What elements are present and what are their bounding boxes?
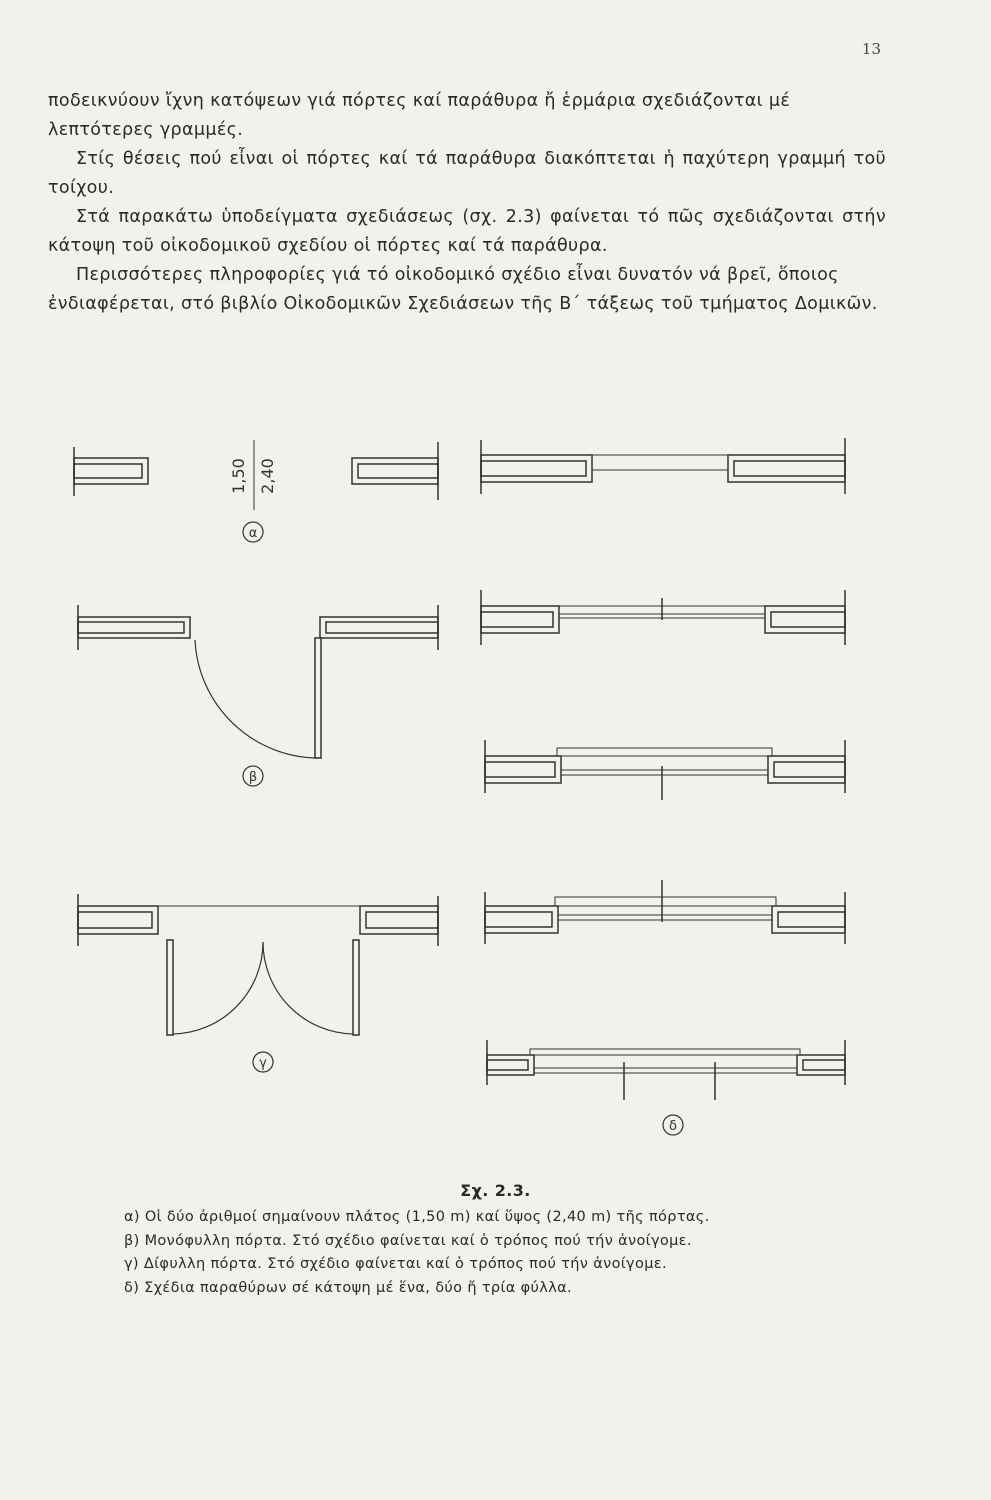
window-1 [481, 438, 845, 494]
door-leaf-left [167, 940, 173, 1035]
page-number: 13 [861, 40, 881, 58]
wall-a-right-inner [358, 464, 438, 478]
window-3-wall-right [768, 756, 845, 783]
window-1-wall-left [481, 455, 592, 482]
wall-a-left [74, 458, 148, 484]
label-d: δ [669, 1119, 677, 1134]
door-swing-arc-left [173, 942, 263, 1034]
window-5-wall-right-inner [803, 1060, 845, 1070]
window-5-wall-left [487, 1055, 534, 1075]
window-3-wall-left-inner [485, 762, 555, 777]
wall-a-right [352, 458, 438, 484]
door-leaf-right [353, 940, 359, 1035]
window-4-sill [555, 897, 776, 906]
door-single [78, 605, 438, 786]
window-1-wall-left-inner [481, 461, 586, 476]
window-1-wall-right-inner [734, 461, 845, 476]
window-3-sill [557, 748, 772, 756]
label-c: γ [259, 1056, 267, 1071]
window-2 [481, 590, 845, 645]
window-2-wall-left [481, 606, 559, 633]
caption [124, 1206, 884, 1300]
caption-line-d: δ) Σχέδια παραθύρων σέ κάτοψη μέ ἕνα, δύο ἤ τρία φύλλα. [124, 1279, 572, 1296]
paragraph-1: ποδεικνύουν ἴχνη κατόψεων γιά πόρτες καί παράθυρα ἤ ἑρμάρια σχεδιάζονται μέ λεπτότερες γραμμές. [48, 91, 791, 140]
caption-line-b: β) Μονόφυλλη πόρτα. Στό σχέδιο φαίνεται καί ὁ τρόπος πού τήν ἀνοίγομε. [124, 1232, 692, 1249]
label-a: α [248, 526, 258, 541]
paragraph-3: Στά παρακάτω ὑποδείγματα σχεδιάσεως (σχ. 2.3) φαίνεται τό πῶς σχεδιάζονται στήν κάτοψη τοῦ οἰκοδομικοῦ σχεδίου οἱ πόρτες καί τά παράθυρα. [48, 207, 886, 256]
dimension-width: 1,50 [229, 458, 248, 494]
caption-line-c: γ) Δίφυλλη πόρτα. Στό σχέδιο φαίνεται καί ὁ τρόπος πού τήν ἀνοίγομε. [124, 1256, 667, 1272]
paragraph-2: Στίς θέσεις πού εἶναι οἱ πόρτες καί τά παράθυρα διακόπτεται ἡ παχύτερη γραμμή τοῦ τοίχου. [48, 149, 886, 198]
paragraph-4: Περισσότερες πληροφορίες γιά τό οἰκοδομικό σχέδιο εἶναι δυνατόν νά βρεῖ, ὅποιος ἐνδιαφέρεται, στό βιβλίο Οἰκοδομικῶν Σχεδιάσεων τῆς Β΄ τάξεως τοῦ τμήματος Δομικῶν. [48, 265, 878, 314]
window-3 [485, 740, 845, 800]
window-2-wall-left-inner [481, 612, 553, 627]
label-b: β [248, 770, 258, 785]
wall-c-right [360, 906, 438, 934]
wall-b-left [78, 617, 190, 638]
door-double [78, 894, 438, 1072]
window-4-wall-right-inner [778, 912, 845, 927]
window-3-wall-right-inner [774, 762, 845, 777]
window-4-wall-left-inner [485, 912, 552, 927]
window-5-wall-left-inner [487, 1060, 528, 1070]
window-2-wall-right-inner [771, 612, 845, 627]
window-4-wall-left [485, 906, 558, 933]
window-5-sill [530, 1049, 800, 1055]
wall-c-left [78, 906, 158, 934]
door-swing-arc-right [263, 942, 353, 1034]
window-5-wall-right [797, 1055, 845, 1075]
door-swing-arc [195, 640, 318, 758]
window-1-wall-right [728, 455, 845, 482]
wall-b-right-inner [326, 622, 438, 633]
window-4-wall-right [772, 906, 845, 933]
caption-title: Σχ. 2.3. [460, 1181, 531, 1200]
wall-c-right-inner [366, 912, 438, 928]
window-4 [485, 880, 845, 944]
door-leaf [315, 638, 321, 758]
caption-line-a: α) Οἱ δύο ἀριθμοί σημαίνουν πλάτος (1,50 m) καί ὕψος (2,40 m) τῆς πόρτας. [124, 1209, 710, 1225]
dimension-height: 2,40 [258, 458, 277, 494]
window-5 [487, 1040, 845, 1135]
wall-a-left-inner [74, 464, 142, 478]
wall-c-left-inner [78, 912, 152, 928]
wall-b-left-inner [78, 622, 184, 633]
window-2-wall-right [765, 606, 845, 633]
window-3-wall-left [485, 756, 561, 783]
wall-b-right [320, 617, 438, 638]
